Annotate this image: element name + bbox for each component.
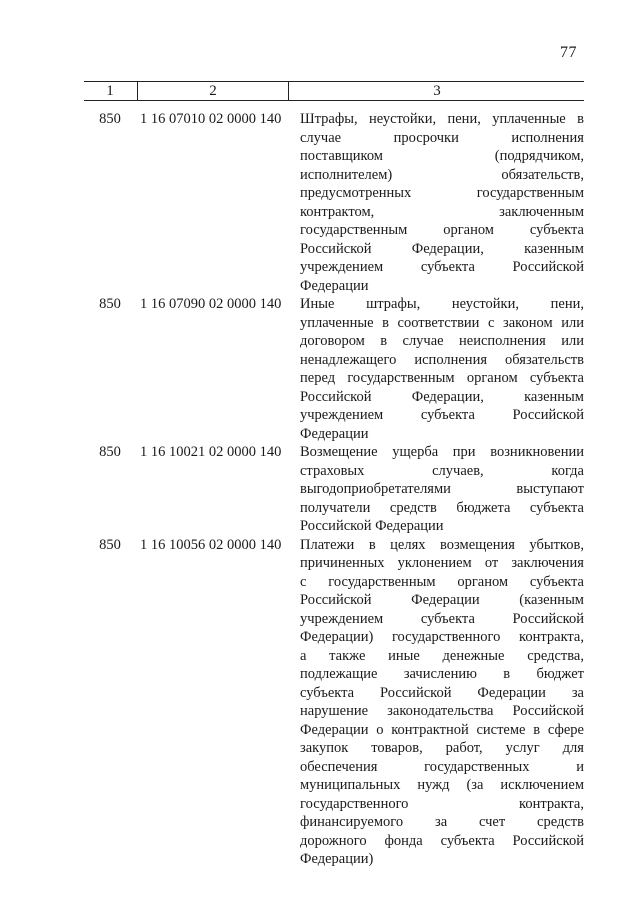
description-line: Платежи в целях возмещения убытков, — [300, 536, 584, 553]
description-line: Российской Федерации — [300, 518, 444, 534]
description-line: предусмотренных государственным — [300, 185, 584, 201]
row-code-admin: 850 — [99, 111, 121, 127]
description-line: причиненных уклонением от заключения — [300, 555, 584, 571]
row-code-income: 1 16 07090 02 0000 140 — [140, 296, 282, 312]
description-line: уплаченные в соответствии с законом или — [300, 314, 584, 331]
description-line: получатели средств бюджета субъекта — [300, 499, 584, 516]
description-line: учреждением субъекта Российской — [300, 259, 584, 275]
description-line: выгодоприобретателями выступают — [300, 481, 584, 497]
description-line: дорожного фонда субъекта Российской — [300, 832, 584, 849]
description-line: финансируемого за счет средств — [300, 814, 584, 830]
table-row — [84, 536, 584, 869]
description-line: Федерации — [300, 277, 369, 294]
description-line: договором в случае неисполнения или — [300, 333, 584, 349]
description-line: Штрафы, неустойки, пени, уплаченные в — [300, 111, 584, 127]
description-line: муниципальных нужд (за исключением — [300, 777, 584, 793]
description-line: учреждением субъекта Российской — [300, 407, 584, 423]
row-code-admin: 850 — [99, 296, 121, 312]
table-row — [84, 443, 584, 536]
description-line: субъекта Российской Федерации за — [300, 684, 584, 701]
description-line: Российской Федерации, казенным — [300, 240, 584, 257]
row-description — [300, 110, 584, 295]
description-line: случае просрочки исполнения — [300, 129, 584, 146]
table-body — [84, 110, 584, 869]
description-line: страховых случаев, когда — [300, 462, 584, 479]
description-line: обеспечения государственных и — [300, 758, 584, 775]
description-line: Иные штрафы, неустойки, пени, — [300, 296, 584, 312]
table-row — [84, 295, 584, 443]
row-code-admin: 850 — [99, 536, 121, 553]
description-line: поставщиком (подрядчиком, — [300, 148, 584, 164]
description-line: Федерации) — [300, 851, 374, 867]
table-row — [84, 110, 584, 295]
description-line: исполнителем) обязательств, — [300, 166, 584, 183]
description-line: Российской Федерации, казенным — [300, 388, 584, 405]
column-header-3: 3 — [288, 82, 585, 100]
row-code-income: 1 16 07010 02 0000 140 — [140, 111, 282, 127]
row-code-admin: 850 — [99, 444, 121, 460]
description-line: государственного контракта, — [300, 795, 584, 812]
row-code-income: 1 16 10056 02 0000 140 — [140, 536, 282, 553]
page-number: 77 — [560, 44, 577, 61]
description-line: государственным органом субъекта — [300, 222, 584, 238]
row-description — [300, 536, 584, 869]
description-line: учреждением субъекта Российской — [300, 610, 584, 627]
description-line: подлежащие зачислению в бюджет — [300, 666, 584, 682]
column-header-2: 2 — [137, 82, 288, 100]
description-line: а также иные денежные средства, — [300, 647, 584, 664]
description-line: с государственным органом субъекта — [300, 573, 584, 590]
description-line: контрактом, заключенным — [300, 203, 584, 220]
column-header-1: 1 — [106, 83, 114, 99]
description-line: Российской Федерации (казенным — [300, 592, 584, 608]
description-line: Федерации о контрактной системе в сфере — [300, 721, 584, 738]
description-line: нарушение законодательства Российской — [300, 703, 584, 719]
description-line: перед государственным органом субъекта — [300, 370, 584, 386]
row-code-income: 1 16 10021 02 0000 140 — [140, 444, 282, 460]
description-line: Возмещение ущерба при возникновении — [300, 444, 584, 460]
description-line: закупок товаров, работ, услуг для — [300, 740, 584, 756]
row-description — [300, 295, 584, 443]
description-line: Федерации — [300, 425, 369, 442]
row-description — [300, 443, 584, 536]
table-header — [84, 81, 584, 101]
description-line: Федерации) государственного контракта, — [300, 629, 584, 645]
description-line: ненадлежащего исполнения обязательств — [300, 351, 584, 368]
